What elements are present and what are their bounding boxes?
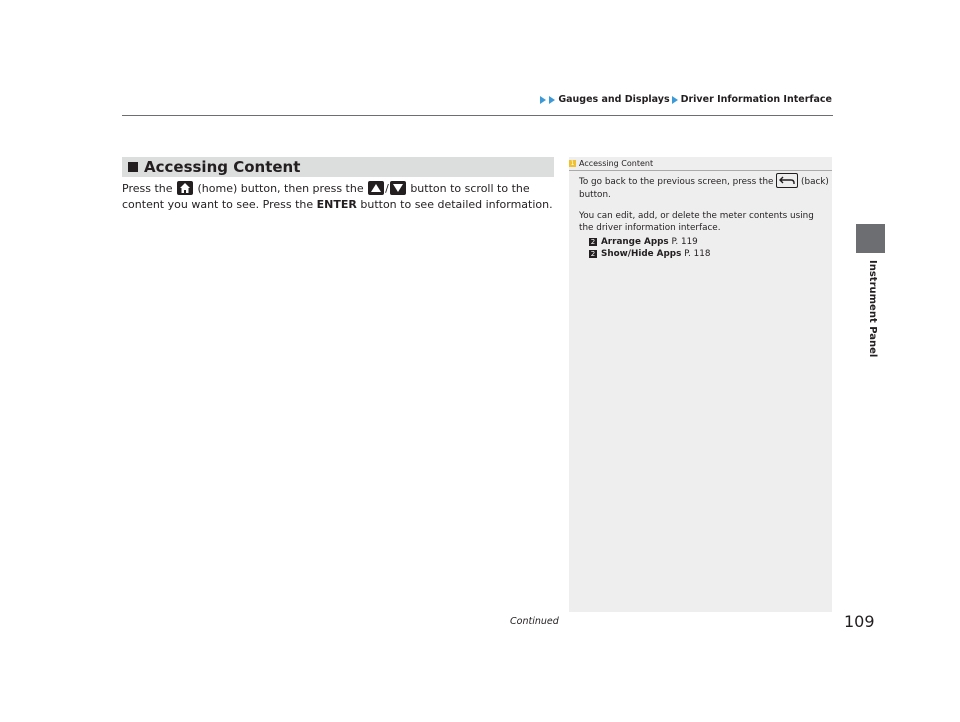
- breadcrumb-part-1[interactable]: Gauges and Displays: [558, 94, 670, 105]
- chapter-tab: [856, 224, 885, 253]
- section-header: [122, 157, 554, 177]
- ref-title: Show/Hide Apps: [601, 249, 682, 259]
- ref-show-hide-apps[interactable]: [589, 248, 829, 261]
- down-button-icon: [390, 181, 406, 195]
- note-marker-icon: 1: [570, 160, 575, 167]
- note-heading: [569, 157, 832, 171]
- body-text-5: you want to see. Press the: [167, 198, 314, 211]
- note-paragraph-2: You can edit, add, or delete the meter contents using the driver information interface.: [579, 210, 814, 233]
- header-divider: [122, 115, 833, 116]
- page-number: 109: [844, 612, 875, 631]
- breadcrumb-arrow-icon: [672, 96, 678, 104]
- reference-arrow-icon: 2: [590, 237, 596, 246]
- body-text-1: Press the: [122, 182, 173, 195]
- note-p1-text-end: (back) button.: [579, 177, 829, 200]
- ref-page: P. 119: [671, 236, 698, 247]
- body-text-2: (home) button, then press the: [197, 182, 364, 195]
- body-slash: /: [385, 182, 389, 195]
- note-heading-text: Accessing Content: [579, 159, 654, 168]
- note-body: [579, 174, 829, 261]
- section-bullet-icon: [128, 162, 138, 172]
- chapter-label: Instrument Panel: [867, 260, 878, 358]
- breadcrumb-arrow-icon: [549, 96, 555, 104]
- ref-arrange-apps[interactable]: [589, 236, 829, 249]
- note-p1-text: To go back to the previous screen, press the: [579, 177, 774, 187]
- body-text-6: button to see detailed information.: [360, 198, 553, 211]
- home-button-icon: [177, 181, 193, 195]
- continued-label: Continued: [510, 616, 559, 627]
- body-paragraph: [122, 181, 562, 213]
- body-text-4: button to scroll to the content: [122, 182, 530, 211]
- breadcrumb-part-2[interactable]: Driver Information Interface: [680, 94, 832, 105]
- back-button-icon: [776, 173, 798, 188]
- note-paragraph-1: [579, 174, 829, 202]
- ref-page: P. 118: [684, 249, 711, 259]
- breadcrumb-arrow-icon: [540, 96, 546, 104]
- up-button-icon: [368, 181, 384, 195]
- ref-title: Arrange Apps: [601, 236, 669, 247]
- reference-arrow-icon: 2: [590, 250, 596, 259]
- side-note-box: [569, 157, 832, 612]
- breadcrumb: [540, 94, 832, 105]
- enter-label: ENTER: [316, 198, 357, 211]
- section-title: Accessing Content: [144, 158, 301, 176]
